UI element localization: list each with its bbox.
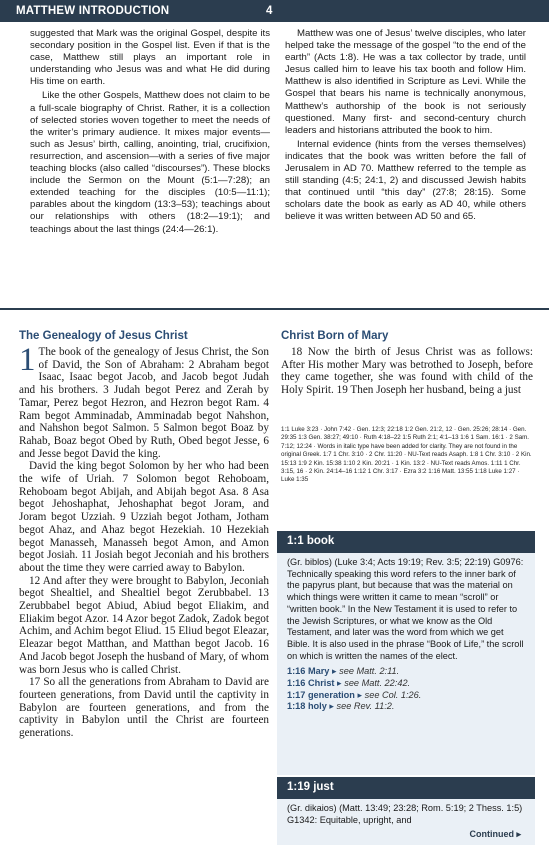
scripture-column-right [281,346,533,414]
word-study-header-book [277,531,535,553]
page-header [0,0,549,22]
word-xref: 1:16 Mary ▸ see Matt. 2:11. [287,666,400,677]
section-heading-birth: Christ Born of Mary [281,330,389,342]
word-study-header-just [277,777,535,799]
word-xref-see: see Matt. 2:11. [339,666,400,677]
scripture-column-left [19,346,269,826]
section-divider [0,308,549,310]
word-study-title: 1:1 book [287,535,335,547]
word-xref-ref: 1:16 Mary [287,666,330,677]
intro-paragraph: Like the other Gospels, Matthew does not claim to be a full-scale biography of Christ. Rather, it is a collection of selected stories woven together to meet the needs of the writer’s primary audience. It mixes major events—such as Jesus’ birth, calling, anointing, trial, crucifixion, resurrection, and ascension—with a series of five major teaching blocks (also called “discourses”). These blocks include the Sermon on the Mount (5:1—7:28); an extended teaching for the disciples (10:5—11:1); parables about the kingdom (13:3–53); teachings about our relationships with others (18:2—19:1); and teachings about the last things (24:4—26:1). [30,90,270,235]
scripture-paragraph: David the king begot Solomon by her who had been the wife of Uriah. 7 Solomon begot Rehoboam, Rehoboam begot Abijah, and Abijah begot Asa. 8 Asa begot Jehoshaphat, Jehoshaphat begot Joram, and Joram begot Uzziah. 9 Uzziah begot Jotham, Jotham begot Ahaz, and Ahaz begot Hezekiah. 10 Hezekiah begot Manasseh, Manasseh begot Amon, and Amon begot Josiah. 11 Josiah begot Jeconiah and his brothers about the time they were carried away to Babylon. [19,460,269,574]
intro-column-left [30,28,270,238]
word-xref-see: see Matt. 22:42. [344,678,411,689]
word-study-body-book [277,553,535,775]
scripture-paragraph: The book of the genealogy of Jesus Christ, the Son of David, the Son of Abraham: 2 Abraham begot Isaac, Isaac begot Jacob, and Jacob begot Judah and his brothers. 3 Judah begot Perez and Zerah by Tamar, Perez begot Hezron, and Hezron begot Ram. 4 Ram begot Amminadab, Amminadab begot Nahshon, and Nahshon begot Salmon. 5 Salmon begot Boaz by Rahab, Boaz begot Obed by Ruth, Obed begot Jesse, 6 and Jesse begot David the king. [19,346,269,460]
word-study-title: 1:19 just [287,781,334,793]
continued-link[interactable]: Continued ▸ [469,829,521,840]
word-study-body-just [277,799,535,845]
scripture-paragraph: 17 So all the generations from Abraham to David are fourteen generations, from David until the captivity in Babylon are fourteen generations, and from the captivity in Babylon until the Christ are fourteen generations. [19,676,269,740]
chapter-number: 1 [19,346,36,378]
word-xref-ref: 1:16 Christ [287,678,335,689]
intro-paragraph: Matthew was one of Jesus’ twelve disciples, who later helped take the message of the gospel “to the end of the earth” (Acts 1:8). He was a tax collector by trade, until Jesus called him to leave his tax booth and follow Him. Matthew is also identified in Scripture as Levi. While the Gospel that bears his name is technically anonymous, Matthew’s authorship of the book is not seriously questioned. Many first- and second-century church leaders and historians attributed the book to him. [285,28,526,136]
intro-column-right [285,28,526,226]
scripture-paragraph: 12 And after they were brought to Babylon, Jeconiah begot Shealtiel, and Shealtiel begot Zerubbabel. 13 Zerubbabel begot Abiud, Abiud begot Eliakim, and Eliakim begot Azor. 14 Azor begot Zadok, Zadok begot Achim, and Achim begot Eliud. 15 Eliud begot Eleazar, Eleazar begot Matthan, and Matthan begot Jacob. 16 And Jacob begot Joseph the husband of Mary, of whom was born Jesus who is called Christ. [19,574,269,676]
word-study-definition: (Gr. biblos) (Luke 3:4; Acts 19:19; Rev. 3:5; 22:19) G0976: Technically speaking this word refers to the inner bark of the papyrus plant, but because that was the material on which things were written it came to mean “scroll” or “written book.” In the New Testament it is used to refer to the Jewish Scriptures, or what we know as the Old Testament, and later was the word from which we get Bible. It is also used in the phrase “Book of Life,” the scroll on which is written the names of the elect. [287,557,524,661]
cross-reference-footnotes: 1:1 Luke 3:23 · John 7:42 · Gen. 12:3; 22:18 1:2 Gen. 21:2, 12 · Gen. 25:26; 28:14 · Gen. 29:35 1:3 Gen. 38:27; 49:10 · Ruth 4:18–22 1:5 Ruth 2:1; 4:1–13 1:6 1 Sam. 16:1 · 2 Sam. 7:12; 12:24 · Words in italic type have been added for clarity. They are not found in the original Greek. 1:7 1 Chr. 3:10 · 2 Chr. 11:20 · NU-Text reads Asaph. 1:8 1 Chr. 3:10 · 2 Kin. 15:13 1:9 2 Kin. 15:38 1:10 2 Kin. 20:21 · 1 Kin. 13:2 · NU-Text reads Amos. 1:11 1 Chr. 3:15, 16 · 2 Kin. 24:14–16 1:12 1 Chr. 3:17 · Ezra 3:2 1:16 Matt. 13:55 1:18 Luke 1:27 · Luke 1:35 [281,426,532,484]
word-xref-ref: 1:18 holy [287,701,327,712]
word-xref-see: see Col. 1:26. [364,689,422,700]
section-heading-genealogy: The Genealogy of Jesus Christ [19,330,188,342]
word-xref: 1:17 generation ▸ see Col. 1:26. [287,689,422,700]
word-xref: 1:16 Christ ▸ see Matt. 22:42. [287,678,411,689]
page-number: 4 [266,5,273,17]
word-xref-see: see Rev. 11:2. [336,701,395,712]
intro-paragraph: Internal evidence (hints from the verses themselves) indicates that the book was written before the fall of Jerusalem in AD 70. Matthew referred to the temple as still standing (4:5; 24:1, 2) and discussed Jewish habits that continued until “this day” (27:8; 28:15). Some scholars date the book as early as AD 40, while others believe it was written between AD 50 and 65. [285,138,526,223]
word-xref: 1:18 holy ▸ see Rev. 11:2. [287,701,395,712]
page-header-title: MATTHEW INTRODUCTION [16,5,170,17]
intro-paragraph: suggested that Mark was the original Gospel, despite its secondary position in the Gospel list. Even if that is the case, Matthew still plays an important role in understanding who Jesus was and what He did during His time on earth. [30,28,270,88]
word-xref-ref: 1:17 generation [287,689,355,700]
scripture-paragraph: 18 Now the birth of Jesus Christ was as follows: After His mother Mary was betrothed to Joseph, before they came together, she was found with child of the Holy Spirit. 19 Then Joseph her husband, being a just [281,346,533,397]
word-study-definition: (Gr. dikaios) (Matt. 13:49; 23:28; Rom. 5:19; 2 Thess. 1:5) G1342: Equitable, upright, and [287,803,523,825]
